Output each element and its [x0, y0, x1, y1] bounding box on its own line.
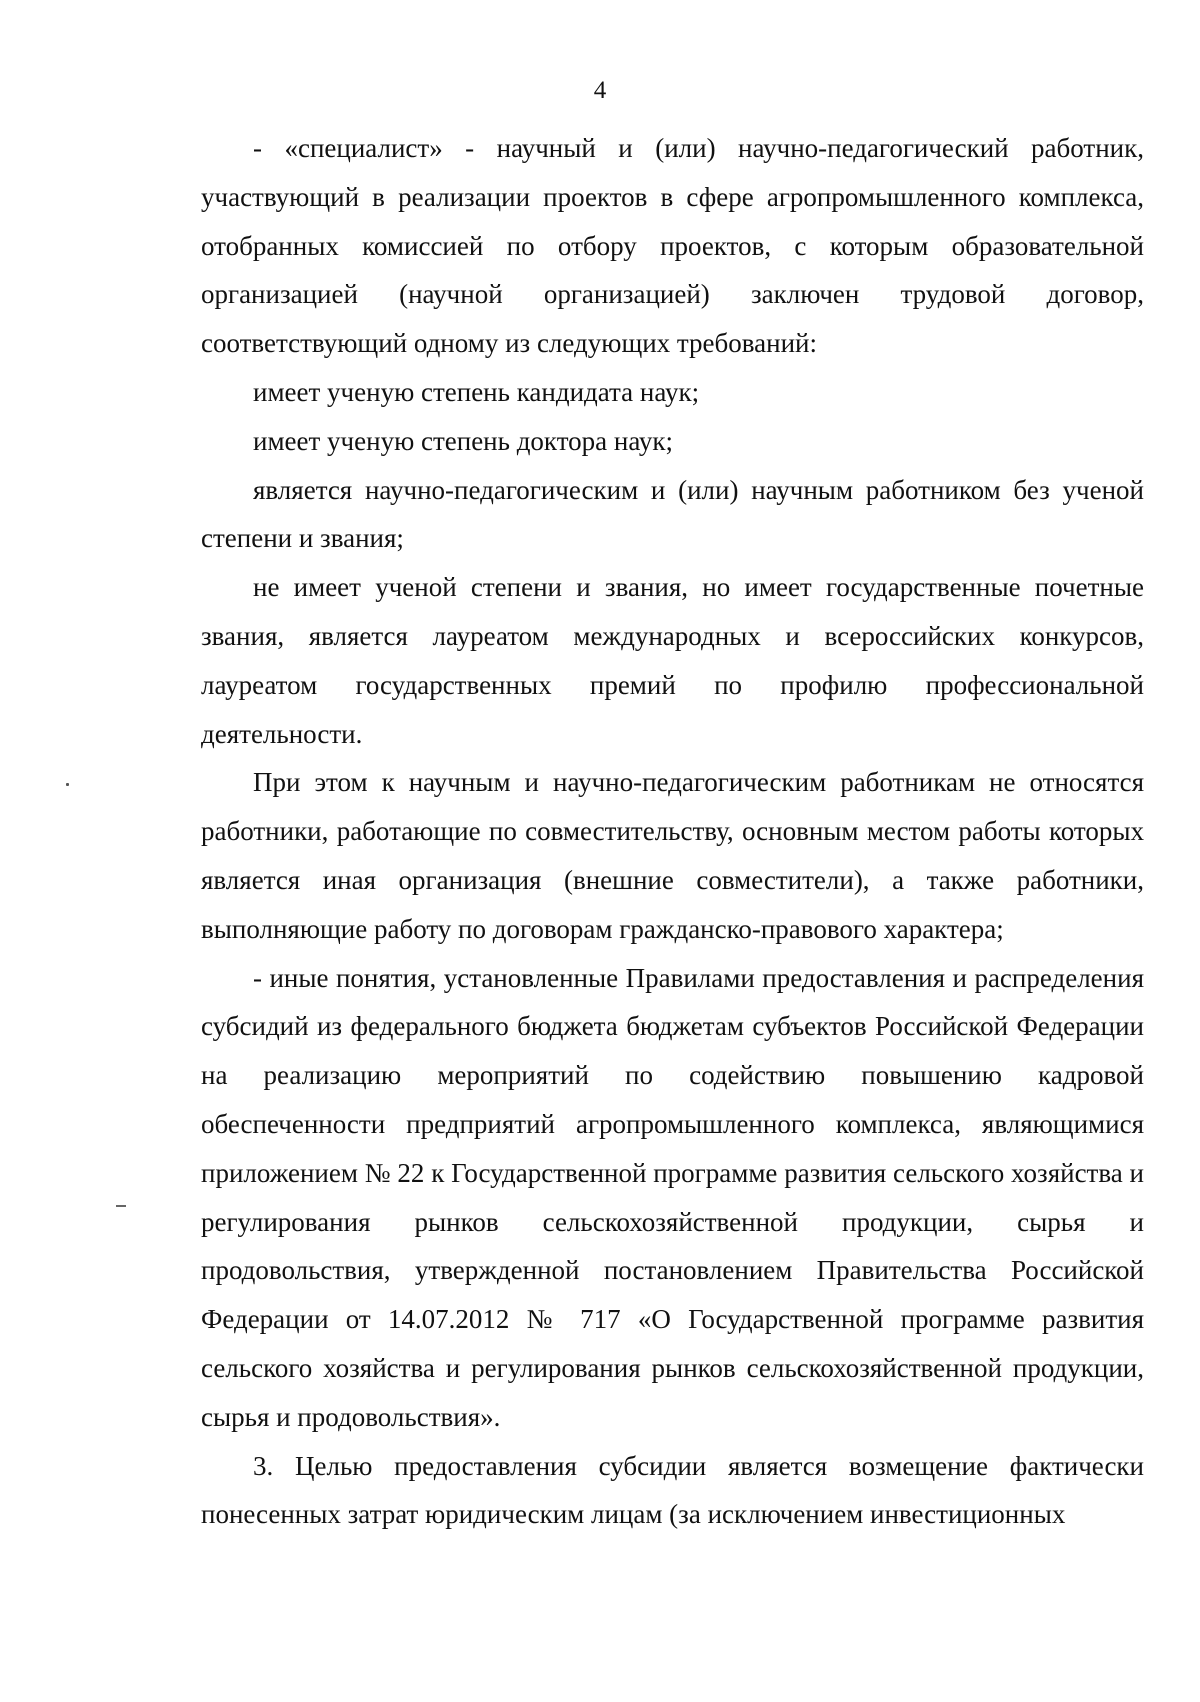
paragraph-doctor-degree: имеет ученую степень доктора наук; — [253, 425, 674, 456]
scan-mark — [116, 1205, 126, 1207]
paragraph-exclusions: При этом к научным и научно-педагогическим работникам не относятся работники, работающие по совместительству, основным местом работы которых является иная организация (внешние совместители), а также работники, выполняющие работу по договорам гражданско-правового характера; — [201, 767, 1144, 944]
page-number: 4 — [593, 77, 607, 104]
scan-speck — [66, 783, 69, 786]
paragraph-no-degree-worker: является научно-педагогическим и (или) научным работником без ученой степени и звания; — [201, 474, 1144, 554]
document-body — [201, 124, 1144, 1539]
paragraph-honorary-titles: не имеет ученой степени и звания, но имеет государственные почетные звания, является лауреатом международных и всероссийских конкурсов, лауреатом государственных премий по профилю профессиональной деятельности. — [201, 572, 1144, 749]
paragraph-candidate-degree: имеет ученую степень кандидата наук; — [253, 376, 700, 407]
paragraph-specialist-definition: - «специалист» - научный и (или) научно-педагогический работник, участвующий в реализации проектов в сфере агропромышленного комплекса, отобранных комиссией по отбору проектов, с которым образовательной организацией (научной организацией) заключен трудовой договор, соответствующий одному из следующих требований: — [201, 133, 1144, 359]
paragraph-subsidy-purpose: 3. Целью предоставления субсидии является возмещение фактически понесенных затрат юридическим лицам (за исключением инвестиционных — [201, 1450, 1144, 1530]
paragraph-other-terms: - иные понятия, установленные Правилами предоставления и распределения субсидий из федерального бюджета бюджетам субъектов Российской Федерации на реализацию мероприятий по содействию повышению кадровой обеспеченности предприятий агропромышленного комплекса, являющимися приложением № 22 к Государственной программе развития сельского хозяйства и регулирования рынков сельскохозяйственной продукции, сырья и продовольствия, утвержденной постановлением Правительства Российской Федерации от 14.07.2012 № 717 «О Государственной программе развития сельского хозяйства и регулирования рынков сельскохозяйственной продукции, сырья и продовольствия». — [201, 962, 1144, 1432]
